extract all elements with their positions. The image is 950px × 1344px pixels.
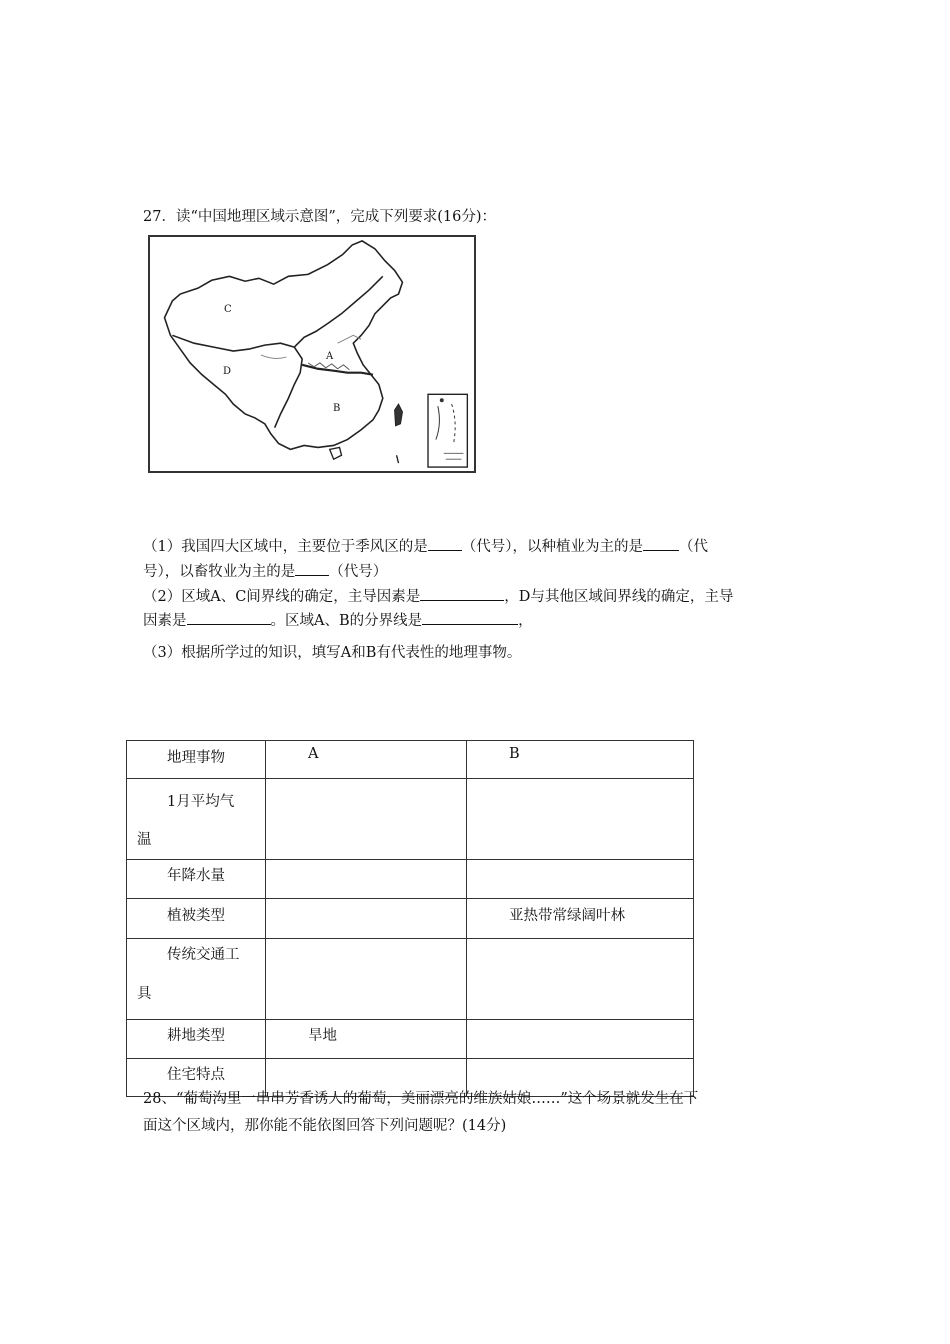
answer-blank[interactable] [643,536,679,551]
china-map-outline [150,237,474,471]
sub2-text-5: ， [518,613,533,629]
cell-b[interactable] [467,899,694,939]
q27-title: 27．读“中国地理区域示意图”，完成下列要求(16分)： [143,209,497,225]
answer-blank[interactable] [187,610,271,625]
answer-blank[interactable] [420,586,504,601]
row-label: 年降水量 [167,868,225,884]
map-label-d: D [223,366,232,377]
sub2-text-3: 因素是 [143,613,187,629]
answer-blank[interactable] [422,610,518,625]
map-label-c: C [224,304,232,315]
q27-sub3: （3）根据所学过的知识，填写A和B有代表性的地理事物。 [143,645,522,661]
geo-features-table [126,740,694,1097]
cell-b-text: 亚热带常绿阔叶林 [509,908,625,924]
cell-a[interactable] [266,899,467,939]
q27-sub1-line2 [143,561,813,582]
table-row [127,1020,694,1059]
sub1-text-5: （代号） [329,564,388,580]
sub2-text-2: ，D与其他区域间界线的确定，主导 [504,589,734,605]
row-label-wrap: 温 [137,832,152,848]
sub1-text-2: （代号），以种植业为主的是 [461,539,643,555]
q27-sub2-line2 [143,610,813,631]
cell-b[interactable] [467,779,694,860]
row-label: 耕地类型 [167,1028,225,1044]
table-row [127,779,694,860]
cell-b[interactable] [467,939,694,1020]
q28-line1: 28、“葡萄沟里一串串芳香诱人的葡萄，美丽漂亮的维族姑娘……”这个场景就发生在下 [143,1091,699,1107]
header-b: B [509,746,520,762]
map-label-a: A [326,351,334,362]
china-region-map [148,235,476,473]
table-row [127,860,694,899]
row-label: 1月平均气 [167,794,235,810]
header-feature: 地理事物 [167,750,225,766]
row-label-wrap: 具 [137,986,152,1002]
table-row [127,899,694,939]
row-label: 住宅特点 [167,1067,225,1083]
sub2-text-1: （2）区域A、C间界线的确定，主导因素是 [143,589,421,605]
sub1-text-1: （1）我国四大区域中，主要位于季风区的是 [143,539,428,555]
cell-a-text: 旱地 [308,1028,337,1044]
sub1-text-3: （代 [678,539,708,555]
sub2-text-4: 。区域A、B的分界线是 [270,613,423,629]
cell-b[interactable] [467,1020,694,1059]
cell-a[interactable] [266,860,467,899]
answer-blank[interactable] [295,561,329,576]
row-label: 植被类型 [167,908,225,924]
table-header-row [127,741,694,779]
header-a: A [308,746,319,762]
q27-sub1-line1 [143,536,813,557]
row-label: 传统交通工 [167,947,240,963]
answer-blank[interactable] [428,536,462,551]
q27-sub2-line1 [143,586,813,607]
cell-a[interactable] [266,1020,467,1059]
cell-b[interactable] [467,860,694,899]
cell-a[interactable] [266,779,467,860]
map-label-b: B [333,403,341,414]
q28-line2: 面这个区域内，那你能不能依图回答下列问题呢？(14分) [143,1118,507,1134]
table-row [127,939,694,1020]
sub1-text-4: 号），以畜牧业为主的是 [143,564,296,580]
cell-a[interactable] [266,939,467,1020]
